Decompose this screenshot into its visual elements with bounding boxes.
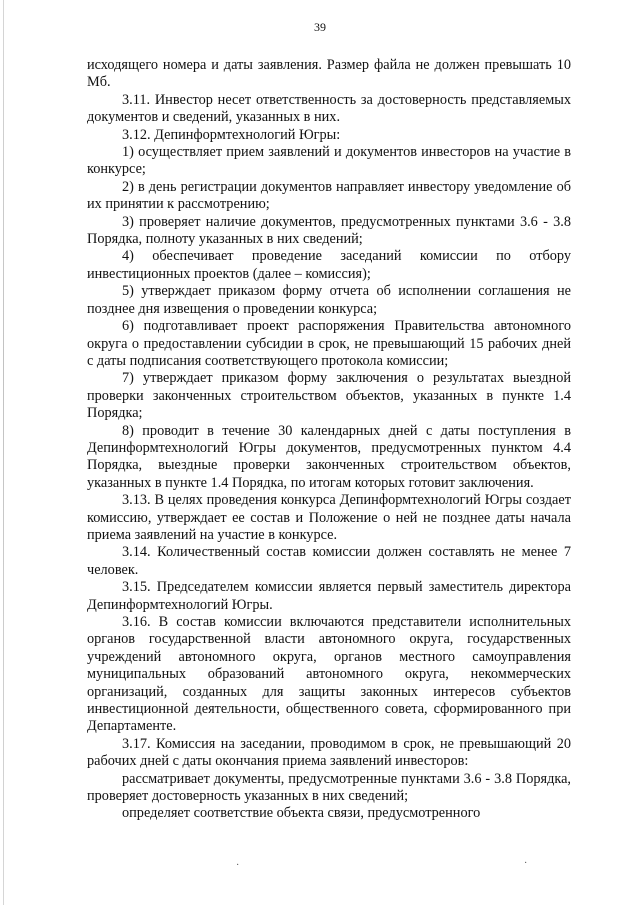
paragraph: 3.16. В состав комиссии включаются представители исполнительных органов государственной власти автономного округа, государственных учреждений автономного округа, органов местного самоуправления муниципальных образований автономного округа, некоммерческих организаций, созданных для защиты законных интересов субъектов инвестиционной деятельности, общественного совета, сформированного при Департаменте.	[87, 614, 571, 735]
paragraph: 3.13. В целях проведения конкурса Депинформтехнологий Югры создает комиссию, утверждает ее состав и Положение о ней не позднее даты начала приема заявлений на участие в конкурсе.	[87, 492, 571, 543]
paragraph: 3.11. Инвестор несет ответственность за достоверность представляемых документов и сведений, указанных в них.	[87, 91, 571, 126]
paragraph: 6) подготавливает проект распоряжения Правительства автономного округа о предоставлении субсидии в срок, не превышающий 15 рабочих дней с даты подписания соответствующего протокола комиссии;	[87, 318, 571, 369]
scan-speck: ·	[236, 860, 240, 871]
scan-edge	[3, 0, 4, 905]
paragraph: 8) проводит в течение 30 календарных дней с даты поступления в Депинформтехнологий Югры документов, предусмотренных пунктом 4.4 Порядка, выездные проверки законченных строительством объектов, указанных в пункте 1.4 Порядка, по итогам которых готовит заключения.	[87, 422, 571, 491]
page-number: 39	[314, 20, 326, 34]
paragraph: 3) проверяет наличие документов, предусмотренных пунктами 3.6 - 3.8 Порядка, полноту указанных в них сведений;	[87, 213, 571, 248]
paragraph: 2) в день регистрации документов направляет инвестору уведомление об их принятии к рассмотрению;	[87, 178, 571, 213]
paragraph: 3.12. Депинформтехнологий Югры:	[122, 126, 341, 143]
paragraph: 3.14. Количественный состав комиссии должен составлять не менее 7 человек.	[87, 544, 571, 578]
paragraph: 4) обеспечивает проведение заседаний комиссии по отбору инвестиционных проектов (далее – комиссия);	[87, 248, 571, 282]
paragraph: рассматривает документы, предусмотренные пунктами 3.6 - 3.8 Порядка, проверяет достоверность указанных в них сведений;	[87, 770, 571, 805]
paragraph: 7) утверждает приказом форму заключения о результатах выездной проверки законченных строительством объектов, указанных в пункте 1.4 Порядка;	[87, 370, 571, 422]
paragraph: 5) утверждает приказом форму отчета об исполнении соглашения не позднее дня извещения о проведении конкурса;	[87, 283, 571, 317]
paragraph: 1) осуществляет прием заявлений и документов инвесторов на участие в конкурсе;	[87, 144, 571, 178]
scan-speck: ·	[524, 858, 528, 869]
document-body	[87, 57, 571, 823]
paragraph: определяет соответствие объекта связи, предусмотренного	[122, 805, 481, 822]
paragraph: исходящего номера и даты заявления. Размер файла не должен превышать 10 Мб.	[87, 57, 571, 91]
paragraph: 3.17. Комиссия на заседании, проводимом в срок, не превышающий 20 рабочих дней с даты окончания приема заявлений инвесторов:	[87, 735, 571, 770]
paragraph: 3.15. Председателем комиссии является первый заместитель директора Депинформтехнологий Югры.	[87, 579, 571, 613]
